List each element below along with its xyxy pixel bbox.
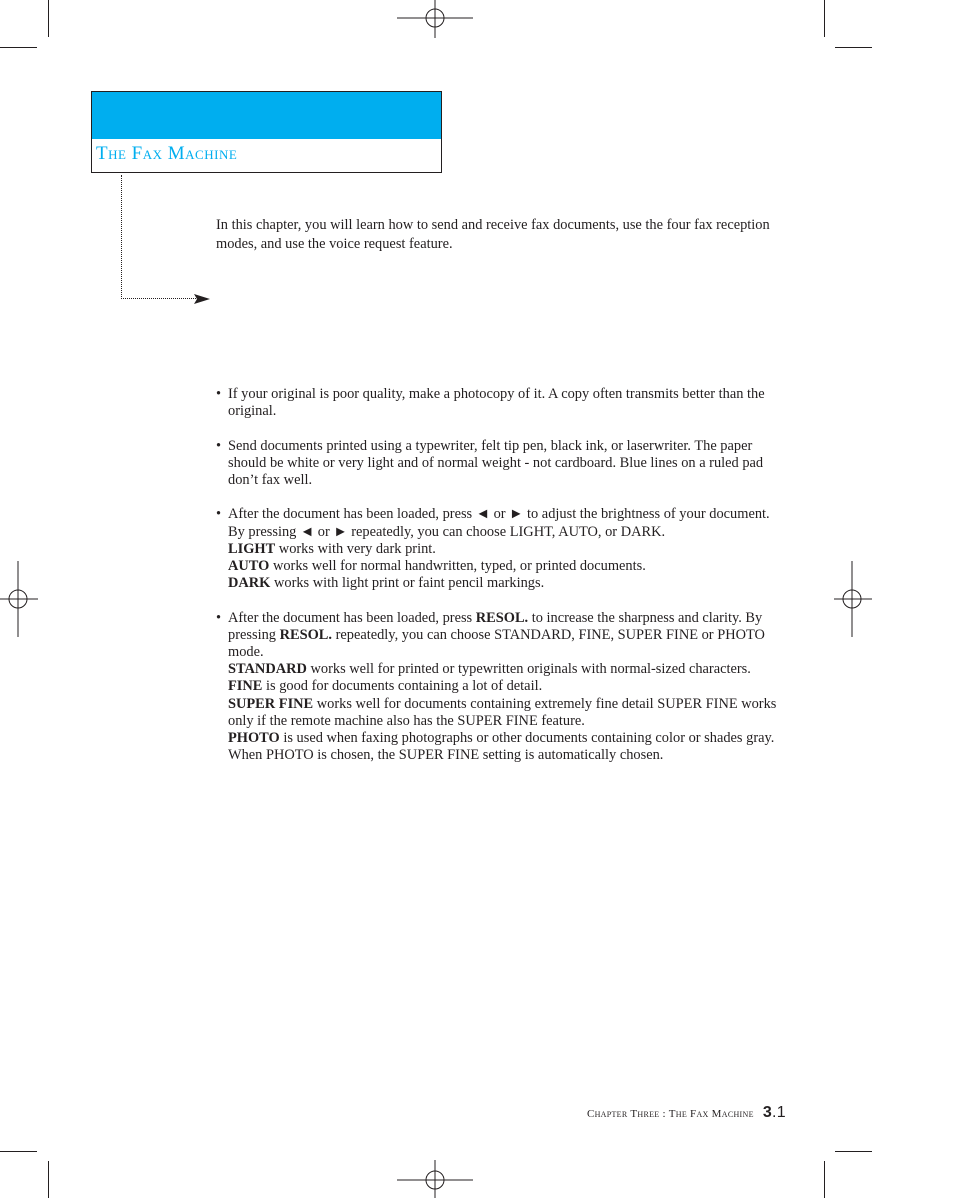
tips-list [216,386,786,782]
tip-document-types: Send documents printed using a typewriter, felt tip pen, black ink, or laserwriter. The paper should be white or very light and of normal weight - not cardboard. Blue lines on a ruled pad don’t fax well. [228,437,764,488]
list-item [216,610,786,765]
term-super-fine: SUPER FINE [228,695,314,712]
term-fine: FINE [228,678,263,695]
resol-key-label: RESOL. [475,609,529,626]
page-number [763,1104,786,1121]
crop-mark-bottom-right-vertical [824,1161,825,1198]
auto-description: works well for normal handwritten, typed, or printed documents. [272,558,646,574]
chapter-intro: In this chapter, you will learn how to send and receive fax documents, use the four fax reception modes, and use the voice request feature. [216,217,770,252]
resol-key-label: RESOL. [279,626,332,643]
brightness-dark [228,575,786,592]
list-item [216,386,786,420]
super-fine-description: works well for documents containing extremely fine detail SUPER FINE works only if the remote machine also has the SUPER FINE feature. [228,695,777,729]
page-footer [587,1104,786,1122]
resolution-intro-mid: to increase the sharpness and clarity. By pressing [228,609,763,643]
running-head: Chapter Three : The Fax Machine [586,1108,754,1120]
crop-mark-top-left-vertical [48,0,49,37]
tip-resolution [228,610,786,662]
term-light: LIGHT [228,540,276,557]
chapter-number: 3 [762,1104,773,1121]
crop-mark-top-right-horizontal [835,47,872,48]
resolution-intro-pre: After the document has been loaded, press [228,609,473,626]
term-auto: AUTO [228,558,270,574]
photo-description: is used when faxing photographs or other documents containing color or shades gray. When PHOTO is chosen, the SUPER FINE setting is automatically chosen. [228,730,775,764]
list-item [216,506,786,592]
bullet-dot: • [216,437,222,454]
bullet-dot: • [216,386,222,402]
resolution-standard [228,661,786,678]
crop-mark-bottom-left-horizontal [0,1151,37,1152]
list-item [216,438,786,490]
resolution-intro-post: repeatedly, you can choose STANDARD, FINE, SUPER FINE or PHOTO mode. [228,626,765,660]
resolution-photo [228,730,786,764]
tip-poor-quality: If your original is poor quality, make a photocopy of it. A copy often transmits better than the original. [228,386,765,420]
bullet-dot: • [216,609,222,626]
bullet-dot: • [216,506,222,523]
brightness-auto [228,558,786,575]
registration-mark-left-icon [0,561,38,637]
crop-mark-bottom-right-horizontal [835,1151,872,1152]
term-photo: PHOTO [228,730,280,747]
registration-mark-bottom-icon [397,1160,473,1198]
chapter-title: The Fax Machine [96,143,238,164]
page-number-suffix: .1 [772,1104,786,1121]
crop-mark-bottom-left-vertical [48,1161,49,1198]
standard-description: works well for printed or typewritten originals with normal-sized characters. [310,661,751,678]
registration-mark-top-icon [397,0,473,38]
chapter-title-accent-band [92,92,441,139]
brightness-light [228,541,786,558]
crop-mark-top-right-vertical [824,0,825,37]
dotted-connector-horizontal [121,298,196,299]
light-description: works with very dark print. [278,540,436,557]
tip-brightness: After the document has been loaded, press ◄ or ► to adjust the brightness of your document. By pressing ◄ or ► repeatedly, you can choose LIGHT, AUTO, or DARK. [228,506,770,540]
arrow-right-icon [194,294,210,304]
dotted-connector-vertical [121,175,122,299]
fine-description: is good for documents containing a lot of detail. [266,678,543,695]
term-dark: DARK [228,575,271,592]
crop-mark-top-left-horizontal [0,47,37,48]
resolution-super-fine [228,696,786,730]
resolution-fine [228,678,786,695]
term-standard: STANDARD [228,661,307,678]
registration-mark-right-icon [834,561,872,637]
dark-description: works with light print or faint pencil markings. [273,575,545,592]
